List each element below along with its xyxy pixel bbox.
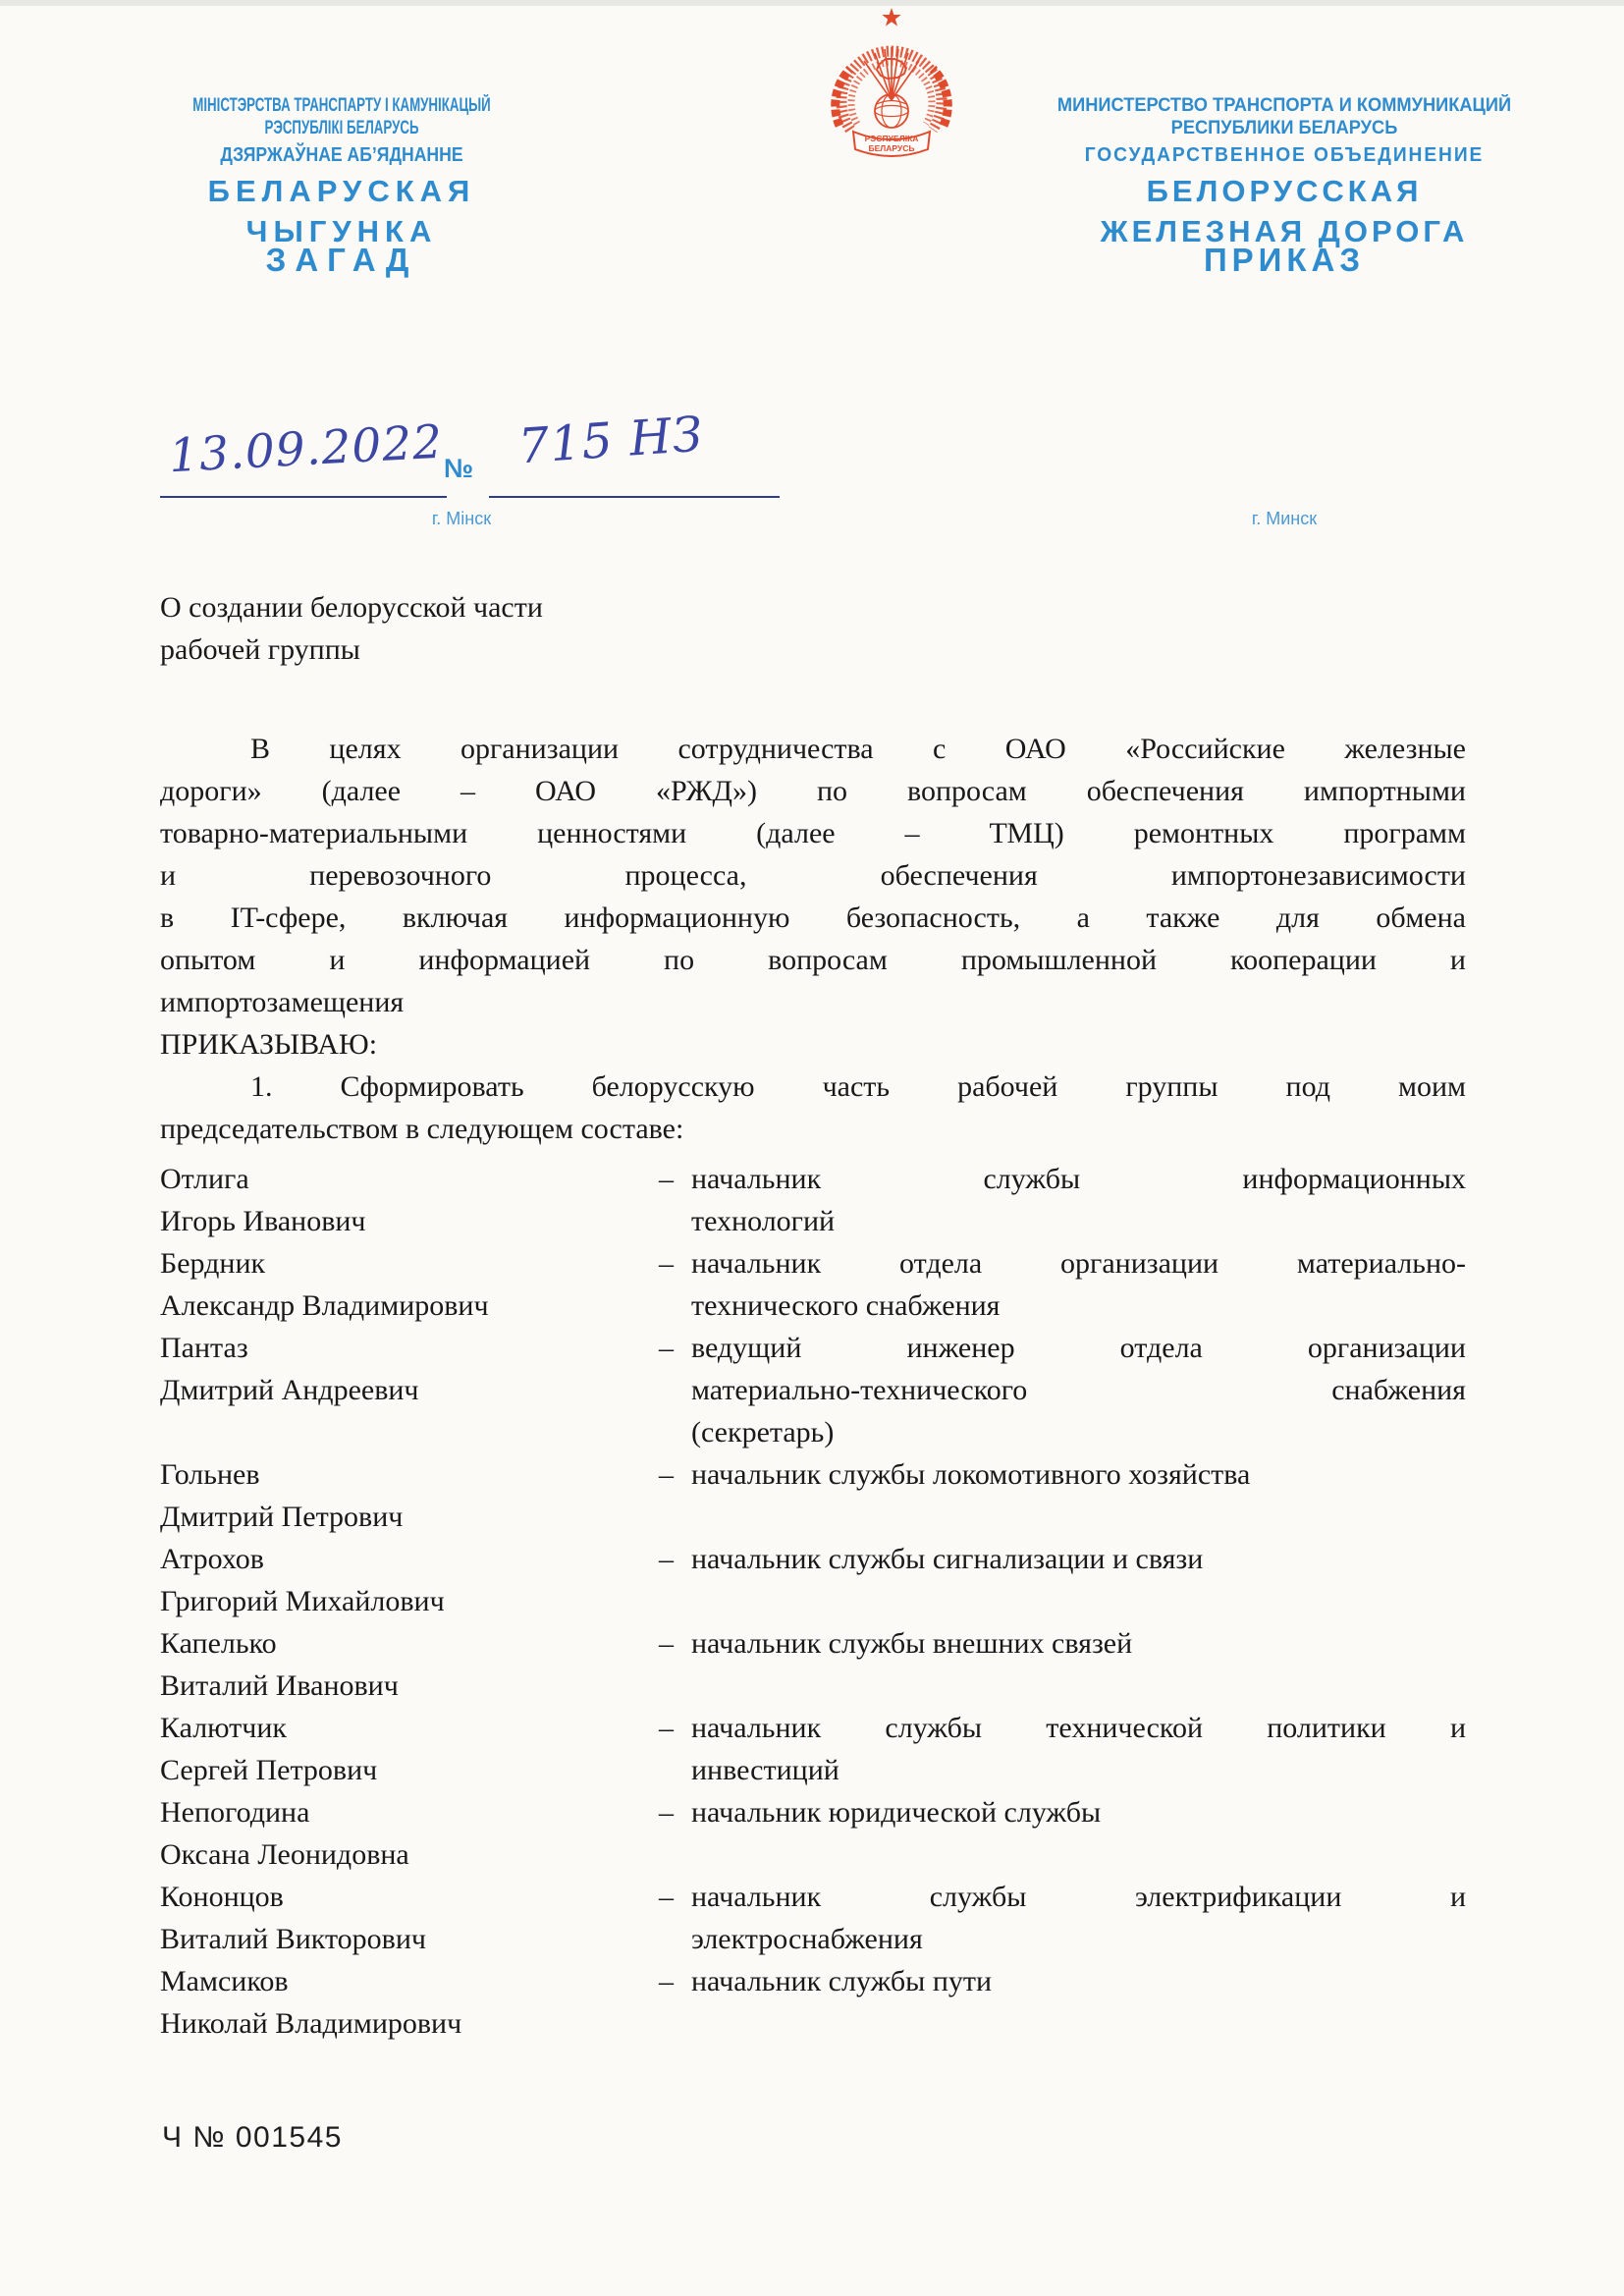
member-name [160, 1791, 659, 1876]
member-surname: Мамсиков [160, 1965, 289, 1997]
organization-by [126, 171, 558, 251]
position-line: начальник юридической службы [691, 1796, 1102, 1829]
blank-form-number: Ч № 001545 [162, 2121, 343, 2154]
city-ru: г. Минск [1251, 509, 1318, 528]
position-dash: – [659, 1543, 674, 1575]
position-dash: – [659, 1627, 674, 1660]
position-line: технологий [691, 1205, 836, 1237]
position-dash: – [659, 1796, 674, 1829]
member-surname: Бердник [160, 1247, 266, 1280]
ministry-line2-by: РЭСПУБЛІКІ БЕЛАРУСЬ [264, 118, 419, 138]
order-item-1 [160, 1066, 1466, 1150]
position-line: начальник службы электрификации и [691, 1881, 1466, 1913]
member-position [659, 1791, 1466, 1833]
member-row [160, 1327, 1466, 1453]
member-row [160, 1791, 1466, 1876]
member-position [659, 1453, 1466, 1496]
preamble-line: и перевозочного процесса, обеспечения импортонезависимости [160, 859, 1466, 892]
doc-type-ru: ПРИКАЗ [1203, 242, 1366, 278]
order-item-line: 1. Сформировать белорусскую часть рабочей группы под моим [250, 1070, 1466, 1103]
member-position [659, 1242, 1466, 1327]
member-row [160, 1242, 1466, 1327]
position-line: начальник службы пути [691, 1965, 993, 1997]
order-body [160, 728, 1466, 2045]
position-text [691, 1327, 1466, 1453]
position-line: начальник службы технической политики и [691, 1712, 1466, 1744]
position-dash: – [659, 1458, 674, 1491]
position-dash: – [659, 1247, 674, 1280]
preamble-line: импортозамещения [160, 986, 405, 1018]
handwritten-date: 13.09.2022 [167, 414, 445, 484]
member-surname: Калютчик [160, 1712, 288, 1744]
ministry-line1-ru: МИНИСТЕРСТВО ТРАНСПОРТА И КОММУНИКАЦИЙ [1056, 95, 1512, 116]
member-row [160, 1876, 1466, 1960]
order-preamble [160, 728, 1466, 1023]
member-given-name: Виталий Иванович [160, 1669, 399, 1702]
position-text [691, 1622, 1466, 1665]
member-given-name: Александр Владимирович [160, 1289, 489, 1322]
member-given-name: Оксана Леонидовна [160, 1838, 409, 1871]
position-line: начальник отдела организации материально- [691, 1247, 1466, 1280]
position-line: начальник службы информационных [691, 1163, 1466, 1195]
scan-artifact-strip [0, 0, 1624, 6]
member-given-name: Игорь Иванович [160, 1205, 366, 1237]
member-surname: Гольнев [160, 1458, 260, 1491]
member-position [659, 1960, 1466, 2002]
position-text [691, 1791, 1466, 1833]
subject-line1: О создании белорусской части [160, 591, 543, 624]
position-line: ведущий инженер отдела организации [691, 1332, 1466, 1364]
member-surname: Непогодина [160, 1796, 310, 1829]
ministry-name-by [190, 94, 493, 139]
member-surname: Пантаз [160, 1332, 248, 1364]
member-given-name: Григорий Михайлович [160, 1585, 445, 1617]
organization-ru [1019, 171, 1549, 251]
member-surname: Атрохов [160, 1543, 264, 1575]
emblem-banner-line1: РЭСПУБЛІКА [864, 134, 919, 143]
member-name [160, 1622, 659, 1707]
position-dash: – [659, 1965, 674, 1997]
preamble-line: В целях организации сотрудничества с ОАО «Российские железные [250, 733, 1466, 765]
member-row [160, 1158, 1466, 1242]
emblem-banner-line2: БЕЛАРУСЬ [868, 143, 915, 153]
handwritten-number: 715 НЗ [516, 406, 706, 475]
member-position [659, 1876, 1466, 1960]
position-dash: – [659, 1332, 674, 1364]
position-line: технического снабжения [691, 1289, 1001, 1322]
ministry-line2-ru: РЕСПУБЛИКИ БЕЛАРУСЬ [1170, 118, 1398, 138]
subject-heading [160, 586, 543, 671]
member-given-name: Дмитрий Петрович [160, 1501, 404, 1533]
letterhead-left-belarusian [126, 94, 558, 251]
position-line: (секретарь) [691, 1416, 835, 1449]
organization-line2-by: ЧЫГУНКА [245, 214, 438, 248]
member-row [160, 1622, 1466, 1707]
position-line: электроснабжения [691, 1923, 923, 1955]
position-line: начальник службы внешних связей [691, 1627, 1133, 1660]
member-name [160, 1327, 659, 1411]
position-dash: – [659, 1881, 674, 1913]
member-row [160, 1960, 1466, 2045]
member-name [160, 1158, 659, 1242]
order-word: ПРИКАЗЫВАЮ: [160, 1028, 378, 1061]
date-underline [160, 496, 447, 498]
member-row [160, 1707, 1466, 1791]
member-given-name: Николай Владимирович [160, 2007, 462, 2040]
city-by: г. Мінск [431, 509, 492, 528]
member-surname: Капелько [160, 1627, 277, 1660]
position-text [691, 1876, 1466, 1960]
organization-line2-ru: ЖЕЛЕЗНАЯ ДОРОГА [1100, 214, 1469, 248]
association-ru: ГОСУДАРСТВЕННОЕ ОБЪЕДИНЕНИЕ [1084, 144, 1485, 166]
member-name [160, 1453, 659, 1538]
member-name [160, 1960, 659, 2045]
position-text [691, 1707, 1466, 1791]
position-text [691, 1158, 1466, 1242]
position-text [691, 1538, 1466, 1580]
member-row [160, 1453, 1466, 1538]
ministry-line1-by: МІНІСТЭРСТВА ТРАНСПАРТУ І КАМУНІКАЦЫЙ [192, 95, 491, 116]
members-list [160, 1158, 1466, 2045]
association-by: ДЗЯРЖАЎНАЕ АБ’ЯДНАННЕ [220, 144, 463, 166]
preamble-line: дороги» (далее – ОАО «РЖД») по вопросам обеспечения импортными [160, 775, 1466, 807]
member-given-name: Виталий Викторович [160, 1923, 426, 1955]
member-position [659, 1327, 1466, 1453]
order-item-line: председательством в следующем составе: [160, 1113, 684, 1145]
organization-line1-ru: БЕЛОРУССКАЯ [1146, 174, 1423, 208]
member-position [659, 1707, 1466, 1791]
member-position [659, 1622, 1466, 1665]
doc-type-by: ЗАГАД [265, 242, 418, 278]
position-line: начальник службы сигнализации и связи [691, 1543, 1204, 1575]
position-line: материально-технического снабжения [691, 1374, 1466, 1406]
position-text [691, 1242, 1466, 1327]
letterhead-right-russian [1019, 94, 1549, 251]
member-row [160, 1538, 1466, 1622]
number-underline [489, 496, 780, 498]
member-name [160, 1876, 659, 1960]
member-name [160, 1707, 659, 1791]
position-line: начальник службы локомотивного хозяйства [691, 1458, 1251, 1491]
member-surname: Отлига [160, 1163, 249, 1195]
position-line: инвестиций [691, 1754, 839, 1786]
number-sign: № [444, 454, 474, 483]
position-text [691, 1453, 1466, 1496]
member-name [160, 1538, 659, 1622]
belarus-coat-of-arms-icon [818, 6, 965, 165]
position-dash: – [659, 1163, 674, 1195]
coat-of-arms-graphic [818, 6, 965, 165]
member-position [659, 1158, 1466, 1242]
member-given-name: Сергей Петрович [160, 1754, 378, 1786]
member-given-name: Дмитрий Андреевич [160, 1374, 419, 1406]
position-dash: – [659, 1712, 674, 1744]
member-position [659, 1538, 1466, 1580]
preamble-line: в IT-сфере, включая информационную безопасность, а также для обмена [160, 902, 1466, 934]
subject-line2: рабочей группы [160, 633, 360, 666]
preamble-line: опытом и информацией по вопросам промышленной кооперации и [160, 944, 1466, 976]
position-text [691, 1960, 1466, 2002]
organization-line1-by: БЕЛАРУСКАЯ [207, 174, 476, 208]
member-surname: Кононцов [160, 1881, 284, 1913]
member-name [160, 1242, 659, 1327]
preamble-line: товарно-материальными ценностями (далее – ТМЦ) ремонтных программ [160, 817, 1466, 849]
ministry-name-ru [1030, 94, 1539, 139]
